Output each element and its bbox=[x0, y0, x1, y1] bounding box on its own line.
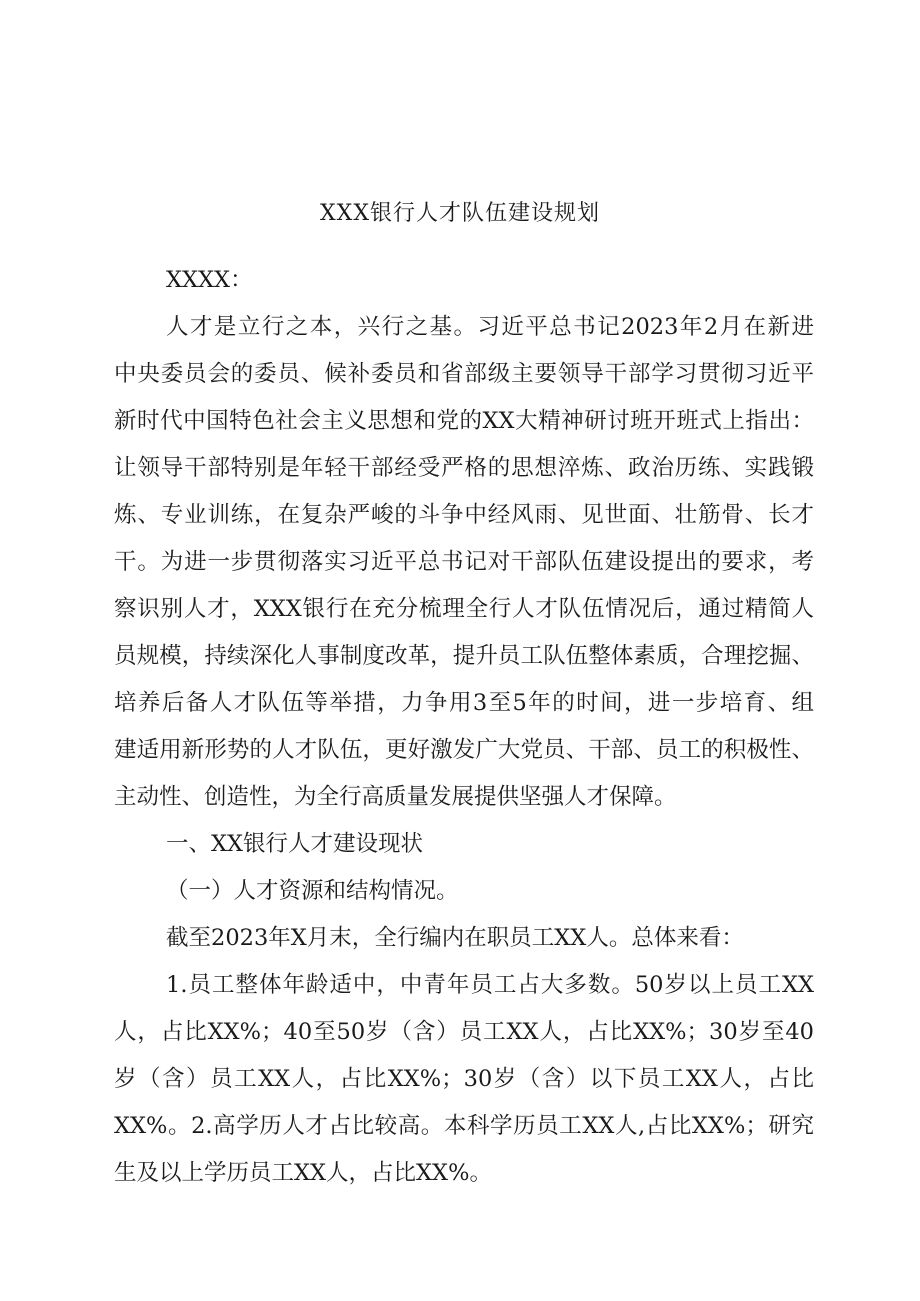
detail-line-1: 1.员工整体年龄适中，中青年员工占大多数。50岁以上员工XX bbox=[166, 972, 814, 998]
intro-line-3: 新时代中国特色社会主义思想和党的XX大精神研讨班开班式上指出： bbox=[114, 408, 814, 434]
salutation: XXXX： bbox=[166, 267, 253, 293]
intro-line-10: 建适用新形势的人才队伍，更好激发广大党员、干部、员工的积极性、 bbox=[114, 737, 814, 763]
detail-line-4: XX%。2.高学历人才占比较高。本科学历员工XX人,占比XX%；研究 bbox=[114, 1113, 814, 1139]
intro-line-1: 人才是立行之本，兴行之基。习近平总书记2023年2月在新进 bbox=[166, 314, 814, 340]
intro-line-4: 让领导干部特别是年轻干部经受严格的思想淬炼、政治历练、实践锻 bbox=[114, 455, 814, 481]
detail-line-3: 岁（含）员工XX人，占比XX%；30岁（含）以下员工XX人，占比 bbox=[114, 1066, 814, 1092]
summary-line: 截至2023年X月末，全行编内在职员工XX人。总体来看： bbox=[166, 925, 744, 951]
intro-line-9: 培养后备人才队伍等举措，力争用3至5年的时间，进一步培育、组 bbox=[114, 690, 814, 716]
intro-line-8: 员规模，持续深化人事制度改革，提升员工队伍整体素质，合理挖掘、 bbox=[114, 643, 814, 669]
intro-line-7: 察识别人才，XXX银行在充分梳理全行人才队伍情况后，通过精简人 bbox=[114, 596, 814, 622]
intro-line-11: 主动性、创造性，为全行高质量发展提供坚强人才保障。 bbox=[114, 784, 677, 810]
detail-line-2: 人，占比XX%；40至50岁（含）员工XX人，占比XX%；30岁至40 bbox=[114, 1019, 814, 1045]
subsection-heading: （一）人才资源和结构情况。 bbox=[166, 878, 459, 904]
intro-line-2: 中央委员会的委员、候补委员和省部级主要领导干部学习贯彻习近平 bbox=[114, 361, 814, 387]
document-title: XXX银行人才队伍建设规划 bbox=[320, 201, 600, 226]
intro-line-6: 干。为进一步贯彻落实习近平总书记对干部队伍建设提出的要求，考 bbox=[114, 549, 814, 575]
detail-line-5: 生及以上学历员工XX人，占比XX%。 bbox=[114, 1160, 492, 1186]
intro-line-5: 炼、专业训练，在复杂严峻的斗争中经风雨、见世面、壮筋骨、长才 bbox=[114, 502, 814, 528]
section-heading: 一、XX银行人才建设现状 bbox=[166, 831, 424, 857]
